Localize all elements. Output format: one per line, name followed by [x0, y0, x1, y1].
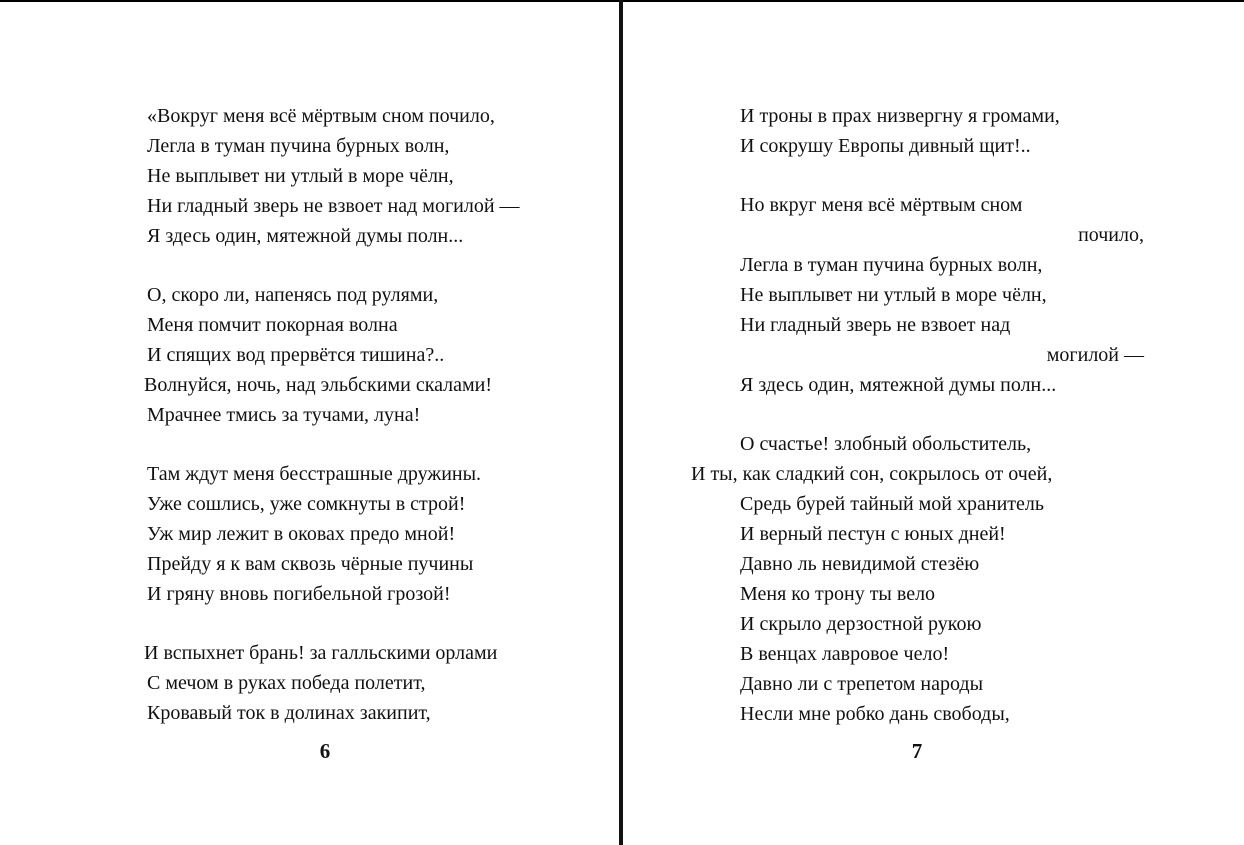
verse-line: И сокрушу Европы дивный щит!..	[740, 135, 1031, 157]
verse-line: Но вкруг меня всё мёртвым сном	[740, 194, 1023, 216]
verse-line: В венцах лавровое чело!	[740, 643, 950, 665]
verse-line: И гряну вновь погибельной грозой!	[147, 583, 451, 605]
verse-line: Давно ль невидимой стезёю	[740, 553, 980, 575]
verse-line: Не выплывет ни утлый в море чёлн,	[740, 284, 1047, 306]
verse-line: Ни гладный зверь не взвоет над могилой —	[147, 195, 520, 217]
right-page	[623, 0, 1244, 845]
verse-line: И скрыло дерзостной рукою	[740, 613, 982, 635]
verse-line: Меня ко трону ты вело	[740, 583, 936, 605]
verse-line: Волнуйся, ночь, над эльбскими скалами!	[144, 374, 493, 396]
verse-line: Кровавый ток в долинах закипит,	[147, 702, 431, 724]
verse-line: И спящих вод прервётся тишина?..	[147, 344, 445, 366]
verse-line: Не выплывет ни утлый в море чёлн,	[147, 165, 454, 187]
left-page-poem	[144, 101, 520, 728]
verse-line: Там ждут меня бесстрашные дружины.	[147, 463, 482, 485]
verse-line: Меня помчит покорная волна	[147, 314, 398, 336]
verse-line: Средь бурей тайный мой хранитель	[740, 493, 1045, 515]
verse-line: И троны в прах низвергну я громами,	[740, 105, 1060, 127]
right-page-poem	[691, 101, 1144, 729]
stanza-break	[147, 251, 520, 280]
verse-line: Несли мне робко дань свободы,	[740, 703, 1010, 725]
verse-line: «Вокруг меня всё мёртвым сном почило,	[147, 105, 495, 127]
stanza-break	[740, 400, 1144, 429]
verse-line-continuation: почило,	[1078, 224, 1144, 246]
verse-line: И верный пестун с юных дней!	[740, 523, 1006, 545]
stanza-break	[147, 609, 520, 638]
verse-line: О, скоро ли, напенясь под рулями,	[147, 284, 439, 306]
verse-line: Ни гладный зверь не взвоет над	[740, 314, 1011, 336]
verse-line: С мечом в руках победа полетит,	[147, 672, 426, 694]
verse-line: И вспыхнет брань! за галльскими орлами	[144, 642, 498, 664]
stanza-break	[740, 161, 1144, 190]
verse-line-continuation: могилой —	[1046, 344, 1144, 366]
verse-line: Легла в туман пучина бурных волн,	[740, 254, 1043, 276]
stanza-break	[147, 430, 520, 459]
verse-line: Я здесь один, мятежной думы полн...	[740, 374, 1057, 396]
verse-line: Уже сошлись, уже сомкнуты в строй!	[147, 493, 466, 515]
verse-line: Легла в туман пучина бурных волн,	[147, 135, 450, 157]
verse-line: Мрачнее тмись за тучами, луна!	[147, 404, 421, 426]
verse-line: И ты, как сладкий сон, сокрылось от очей,	[691, 463, 1053, 485]
verse-line: О счастье! злобный обольститель,	[740, 433, 1032, 455]
verse-line: Уж мир лежит в оковах предо мной!	[147, 523, 456, 545]
left-page	[0, 0, 619, 845]
verse-line: Я здесь один, мятежной думы полн...	[147, 225, 464, 247]
verse-line: Давно ли с трепетом народы	[740, 673, 984, 695]
page-number: 6	[319, 739, 331, 763]
page-number: 7	[911, 739, 923, 763]
verse-line: Прейду я к вам сквозь чёрные пучины	[147, 553, 474, 575]
